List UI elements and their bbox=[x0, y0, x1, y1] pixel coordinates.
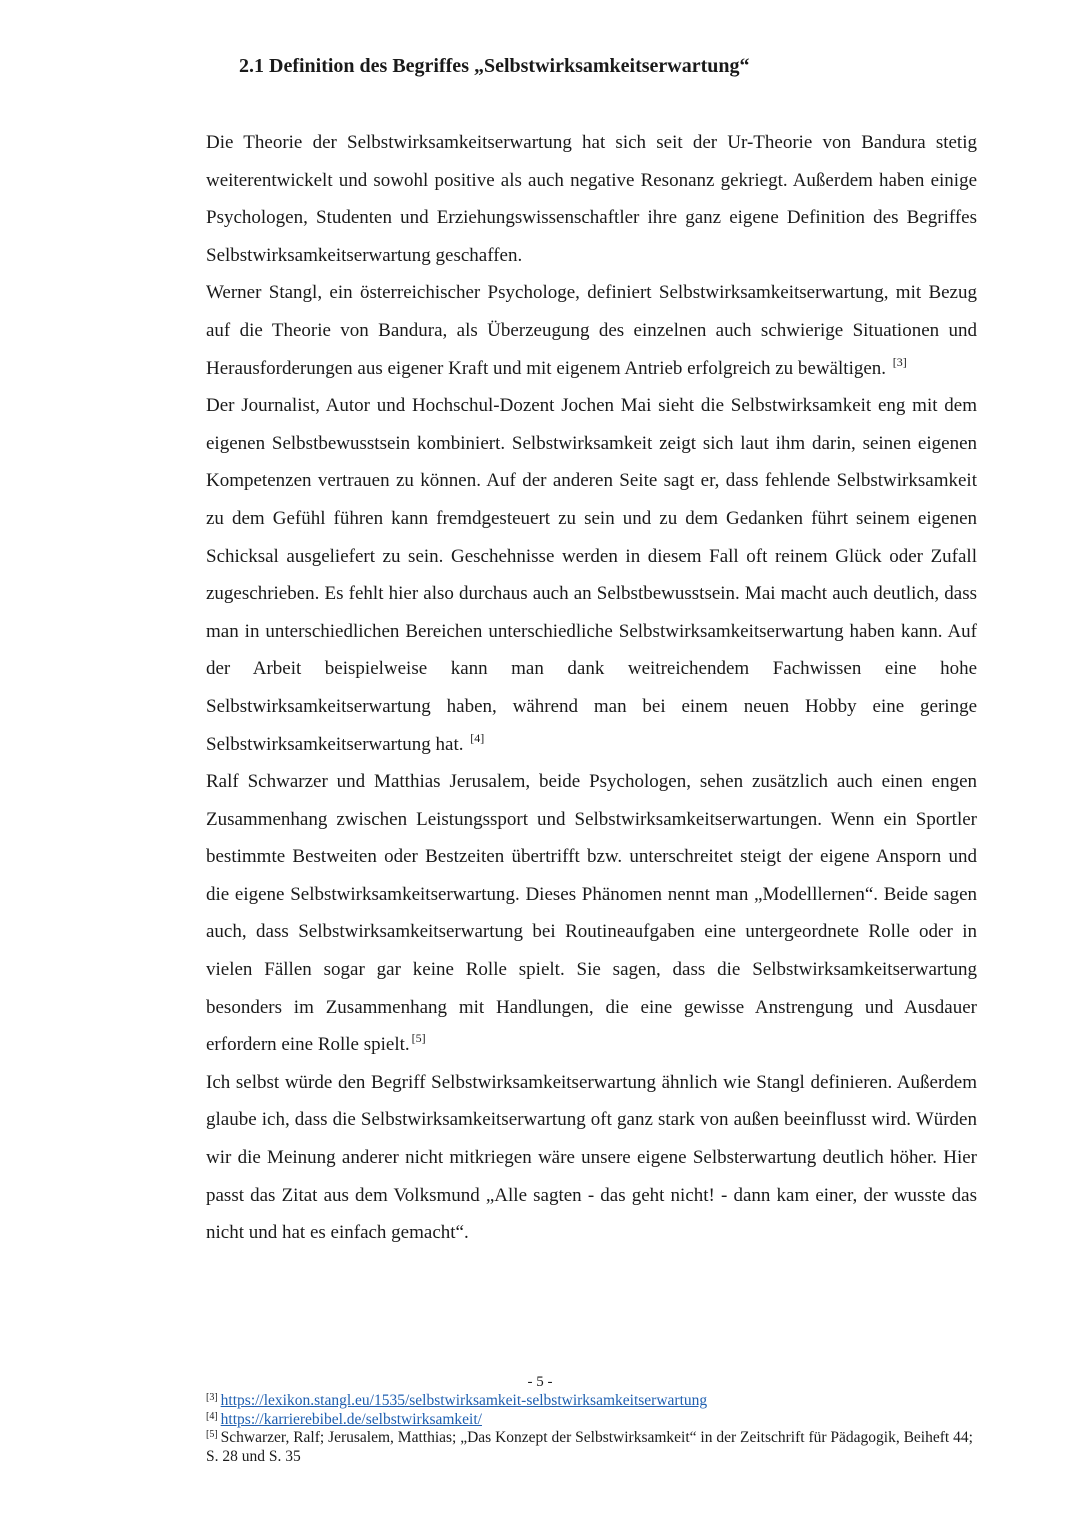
footnote-reference: [4] bbox=[470, 730, 485, 745]
footnote-marker: [5] bbox=[206, 1429, 218, 1440]
paragraph-text: Die Theorie der Selbstwirksamkeitserwartung hat sich seit der Ur-Theorie von Bandura stetig weiterentwickelt und sowohl positive als auch negative Resonanz gekriegt. Außerdem haben einige Psychologen, Studenten und Erziehungswissenschaftler ihre ganz eigene Definition des Begriffes Selbstwirksamkeitserwartung geschaffen. bbox=[206, 132, 977, 266]
paragraph-intro bbox=[206, 124, 977, 274]
paragraph-mai bbox=[206, 387, 977, 763]
paragraph-text: Werner Stangl, ein österreichischer Psychologe, definiert Selbstwirksamkeitserwartung, mit Bezug auf die Theorie von Bandura, als Überzeugung des einzelnen auch schwierige Situationen und Herausforderungen aus eigener Kraft und mit eigenem Antrieb erfolgreich zu bewältigen. bbox=[206, 282, 977, 379]
footnote-5 bbox=[206, 1429, 977, 1466]
paragraph-text: Der Journalist, Autor und Hochschul-Dozent Jochen Mai sieht die Selbstwirksamkeit eng mit dem eigenen Selbstbewusstsein kombiniert. Selbstwirksamkeit zeigt sich laut ihm darin, seinen eigenen Kompetenzen vertrauen zu können. Auf der anderen Seite sagt er, dass fehlende Selbstwirksamkeit zu dem Gefühl führen kann fremdgesteuert zu sein und zu dem Gedanken führt seinem eigenen Schicksal ausgeliefert zu sein. Geschehnisse werden in diesem Fall oft reinem Glück oder Zufall zugeschrieben. Es fehlt hier also durchaus auch an Selbstbewusstsein. Mai macht auch deutlich, dass man in unterschiedlichen Bereichen unterschiedliche Selbstwirksamkeitserwartung haben kann. Auf der Arbeit beispielweise kann man dank weitreichendem Fachwissen eine hohe Selbstwirksamkeitserwartung haben, während man bei einem neuen Hobby eine geringe Selbstwirksamkeitserwartung hat. bbox=[206, 395, 977, 755]
paragraph-own-opinion bbox=[206, 1064, 977, 1252]
footnotes bbox=[206, 1392, 977, 1466]
footnote-marker: [3] bbox=[206, 1392, 218, 1403]
footnote-link-stangl[interactable]: https://lexikon.stangl.eu/1535/selbstwirksamkeit-selbstwirksamkeitserwartung bbox=[220, 1392, 708, 1409]
section-heading: 2.1 Definition des Begriffes „Selbstwirksamkeitserwartung“ bbox=[239, 55, 750, 77]
paragraph-schwarzer-jerusalem bbox=[206, 763, 977, 1064]
footnote-link-karrierebibel[interactable]: https://karrierebibel.de/selbstwirksamkeit/ bbox=[220, 1410, 482, 1428]
paragraph-text: Ich selbst würde den Begriff Selbstwirksamkeitserwartung ähnlich wie Stangl definieren. Außerdem glaube ich, dass die Selbstwirksamkeitserwartung oft ganz stark von außen beeinflusst wird. Würden wir die Meinung anderer nicht mitkriegen wäre unsere eigene Selbsterwartung deutlich höher. Hier passt das Zitat aus dem Volksmund „Alle sagten - das geht nicht! - dann kam einer, der wusste das nicht und hat es einfach gemacht“. bbox=[206, 1071, 977, 1244]
footnote-reference: [5] bbox=[411, 1031, 426, 1046]
body-text bbox=[206, 124, 977, 1252]
footnote-reference: [3] bbox=[892, 354, 907, 369]
paragraph-stangl bbox=[206, 274, 977, 387]
footnote-citation: Schwarzer, Ralf; Jerusalem, Matthias; „Das Konzept der Selbstwirksamkeit“ in der Zeitschrift für Pädagogik, Beiheft 44; S. 28 und S. 35 bbox=[206, 1429, 973, 1465]
footnote-marker: [4] bbox=[206, 1410, 218, 1422]
footnote-4 bbox=[206, 1411, 977, 1430]
paragraph-text: Ralf Schwarzer und Matthias Jerusalem, beide Psychologen, sehen zusätzlich auch einen engen Zusammenhang zwischen Leistungssport und Selbstwirksamkeitserwartungen. Wenn ein Sportler bestimmte Bestweiten oder Bestzeiten übertrifft bzw. unterschreitet steigt der eigene Ansporn und die eigene Selbstwirksamkeitserwartung. Dieses Phänomen nennt man „Modelllernen“. Beide sagen auch, dass Selbstwirksamkeitserwartung bei Routineaufgaben eine untergeordnete Rolle oder in vielen Fällen sogar gar keine Rolle spielt. Sie sagen, dass die Selbstwirksamkeitserwartung besonders im Zusammenhang mit Handlungen, die eine gewisse Anstrengung und Ausdauer erfordern eine Rolle spielt. bbox=[206, 771, 977, 1056]
footnote-3 bbox=[206, 1392, 977, 1411]
page-number: - 5 - bbox=[527, 1374, 553, 1390]
